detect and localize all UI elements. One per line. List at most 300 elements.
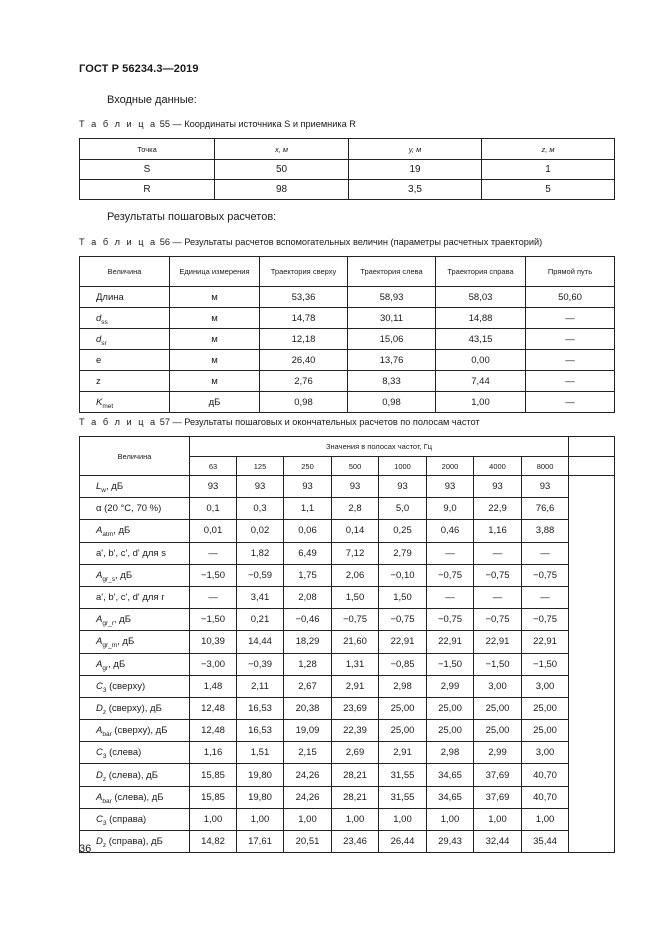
table-cell: 22,39 bbox=[332, 720, 379, 742]
table-cell: 93 bbox=[332, 476, 379, 498]
table-cell: — bbox=[474, 542, 522, 564]
table56-auxiliary bbox=[79, 256, 615, 413]
table-cell: — bbox=[526, 371, 615, 392]
table-cell: 0,14 bbox=[332, 520, 379, 542]
table55-body bbox=[80, 160, 615, 200]
table-cell: 0,02 bbox=[237, 520, 284, 542]
table-cell: −1,50 bbox=[474, 653, 522, 675]
symbol: d bbox=[96, 333, 102, 345]
table57-title: 57 — Результаты пошаговых и окончательных расчетов по полосам частот bbox=[157, 417, 480, 427]
table-cell: 31,55 bbox=[379, 786, 427, 808]
page-number: 36 bbox=[79, 843, 92, 855]
subscript: z bbox=[102, 708, 107, 716]
table-cell: м bbox=[170, 350, 260, 371]
table-row bbox=[80, 764, 615, 786]
table-cell: −1,50 bbox=[427, 653, 474, 675]
table-cell: 5,0 bbox=[379, 498, 427, 520]
table-cell: 13,76 bbox=[348, 350, 436, 371]
table-cell: 14,78 bbox=[260, 308, 348, 329]
subscript: gr bbox=[102, 664, 109, 672]
table-row bbox=[80, 831, 615, 853]
table-cell: м bbox=[170, 308, 260, 329]
table-cell: 0,3 bbox=[237, 498, 284, 520]
table-row bbox=[80, 542, 615, 564]
table-cell: 22,9 bbox=[474, 498, 522, 520]
table-cell: −3,00 bbox=[190, 653, 237, 675]
subscript: ss bbox=[101, 318, 108, 326]
table-cell: 1,00 bbox=[237, 808, 284, 830]
table-cell: 0,01 bbox=[190, 520, 237, 542]
table56-label: Т а б л и ц а bbox=[79, 237, 158, 247]
table-cell: 2,91 bbox=[379, 742, 427, 764]
table-cell: 58,93 bbox=[348, 287, 436, 308]
table-cell: — bbox=[526, 329, 615, 350]
table-cell: 19 bbox=[349, 160, 482, 180]
row-label bbox=[80, 329, 170, 350]
table-cell: 14,88 bbox=[436, 308, 526, 329]
table-cell: 30,11 bbox=[348, 308, 436, 329]
row-label bbox=[80, 564, 190, 586]
table-cell: 1,00 bbox=[190, 808, 237, 830]
input-data-heading: Входные данные: bbox=[107, 94, 197, 106]
table-cell: 16,53 bbox=[237, 697, 284, 719]
table-cell: 22,91 bbox=[474, 631, 522, 653]
subscript: 3 bbox=[102, 753, 107, 761]
row-label bbox=[80, 350, 170, 371]
table-row bbox=[80, 742, 615, 764]
symbol: a', b', c', d' для s bbox=[96, 547, 166, 559]
table-cell: 32,44 bbox=[474, 831, 522, 853]
table-cell: −0,75 bbox=[427, 564, 474, 586]
table-cell: 2,99 bbox=[474, 742, 522, 764]
table-cell: −1,50 bbox=[190, 609, 237, 631]
table-cell: — bbox=[522, 586, 569, 608]
freq-header: 125 bbox=[237, 457, 284, 476]
table-cell: 1 bbox=[482, 160, 615, 180]
subscript: z bbox=[102, 775, 107, 783]
label-suffix: (сверху), дБ bbox=[111, 725, 168, 737]
table-cell: 1,1 bbox=[284, 498, 332, 520]
table-cell: 93 bbox=[522, 476, 569, 498]
freq-header: 63 bbox=[190, 457, 237, 476]
table-cell: −1,50 bbox=[190, 564, 237, 586]
table-cell: м bbox=[170, 371, 260, 392]
table-cell: 2,91 bbox=[332, 675, 379, 697]
row-label bbox=[80, 786, 190, 808]
symbol: C bbox=[96, 813, 103, 825]
table-cell: 93 bbox=[474, 476, 522, 498]
label-text: Длина bbox=[96, 291, 124, 303]
table-cell: 10,39 bbox=[190, 631, 237, 653]
table-row bbox=[80, 498, 615, 520]
table-cell: 2,69 bbox=[332, 742, 379, 764]
table-row bbox=[80, 586, 615, 608]
table-cell: 2,08 bbox=[284, 586, 332, 608]
table-cell: — bbox=[526, 308, 615, 329]
freq-header: 4000 bbox=[474, 457, 522, 476]
table55-col-x bbox=[215, 139, 349, 160]
table-cell: — bbox=[526, 350, 615, 371]
table-cell: 23,69 bbox=[332, 697, 379, 719]
row-label bbox=[80, 287, 170, 308]
table57-caption bbox=[79, 417, 480, 427]
blank-cell bbox=[569, 542, 615, 564]
table-cell: — bbox=[190, 586, 237, 608]
table-cell: 25,00 bbox=[474, 697, 522, 719]
blank-cell bbox=[569, 742, 615, 764]
table-cell: 25,00 bbox=[522, 720, 569, 742]
table-row bbox=[80, 808, 615, 830]
table-cell: 53,36 bbox=[260, 287, 348, 308]
table-cell: 93 bbox=[284, 476, 332, 498]
table-cell: м bbox=[170, 329, 260, 350]
table-cell: 25,00 bbox=[474, 720, 522, 742]
table-cell: 1,75 bbox=[284, 564, 332, 586]
table-cell: 8,33 bbox=[348, 371, 436, 392]
symbol: A bbox=[96, 614, 103, 626]
table-cell: 98 bbox=[215, 180, 349, 200]
table56-col-unit: Единица измерения bbox=[170, 257, 260, 287]
table-cell: 25,00 bbox=[427, 720, 474, 742]
table-cell: 1,48 bbox=[190, 675, 237, 697]
label-suffix: , дБ bbox=[106, 481, 124, 493]
table55-col-x-label: x, м bbox=[274, 144, 289, 154]
table57-col-quantity: Величина bbox=[80, 437, 190, 476]
table-cell: 50,60 bbox=[526, 287, 615, 308]
row-label bbox=[80, 831, 190, 853]
table56-col-left: Траектория слева bbox=[348, 257, 436, 287]
label-suffix: (справа) bbox=[106, 813, 147, 825]
table56-body bbox=[80, 287, 615, 413]
label-suffix: (слева), дБ bbox=[111, 791, 164, 803]
freq-header: 2000 bbox=[427, 457, 474, 476]
table-cell: 3,00 bbox=[522, 742, 569, 764]
symbol: C bbox=[96, 747, 103, 759]
table-cell: 58,03 bbox=[436, 287, 526, 308]
table-row bbox=[80, 392, 615, 413]
table55-title: 55 — Координаты источника S и приемника R bbox=[157, 119, 356, 129]
table-cell: −0,10 bbox=[379, 564, 427, 586]
table-cell: 3,00 bbox=[474, 675, 522, 697]
table55-label: Т а б л и ц а bbox=[79, 119, 158, 129]
blank-cell bbox=[569, 631, 615, 653]
table-cell: 0,00 bbox=[436, 350, 526, 371]
blank-cell bbox=[569, 498, 615, 520]
label-suffix: , дБ bbox=[117, 636, 135, 648]
subscript: met bbox=[102, 402, 114, 410]
blank-cell bbox=[569, 831, 615, 853]
subscript: gr_s bbox=[102, 575, 115, 583]
table-cell: 2,99 bbox=[427, 675, 474, 697]
table-cell: 0,98 bbox=[260, 392, 348, 413]
table-cell: 7,12 bbox=[332, 542, 379, 564]
symbol: C bbox=[96, 680, 103, 692]
table-cell: 25,00 bbox=[379, 697, 427, 719]
table-cell: −0,75 bbox=[427, 609, 474, 631]
table55-caption bbox=[79, 119, 356, 129]
table55-col-y bbox=[349, 139, 482, 160]
blank-cell bbox=[569, 520, 615, 542]
blank-cell bbox=[569, 586, 615, 608]
table-cell: 1,16 bbox=[474, 520, 522, 542]
table-cell: 93 bbox=[427, 476, 474, 498]
table-cell: 93 bbox=[237, 476, 284, 498]
table-cell: 24,26 bbox=[284, 764, 332, 786]
table-cell: 0,25 bbox=[379, 520, 427, 542]
table-cell: 1,28 bbox=[284, 653, 332, 675]
blank-cell bbox=[569, 808, 615, 830]
table-cell: −0,75 bbox=[379, 609, 427, 631]
table-cell: 3,41 bbox=[237, 586, 284, 608]
table-cell: 31,55 bbox=[379, 764, 427, 786]
row-label bbox=[80, 392, 170, 413]
label-suffix: (сверху), дБ bbox=[106, 702, 162, 714]
table-cell: 25,00 bbox=[522, 697, 569, 719]
row-label bbox=[80, 609, 190, 631]
table-row bbox=[80, 564, 615, 586]
label-suffix: , дБ bbox=[115, 569, 133, 581]
freq-header: 500 bbox=[332, 457, 379, 476]
freq-header: 250 bbox=[284, 457, 332, 476]
table-cell: — bbox=[522, 542, 569, 564]
symbol: D bbox=[96, 836, 103, 848]
table-cell: 2,79 bbox=[379, 542, 427, 564]
table-cell: S bbox=[80, 160, 215, 180]
label-suffix: α (20 °C, 70 %) bbox=[96, 503, 162, 515]
table-row bbox=[80, 287, 615, 308]
table-cell: 2,98 bbox=[379, 675, 427, 697]
label-suffix: , дБ bbox=[108, 658, 126, 670]
table-cell: 37,69 bbox=[474, 786, 522, 808]
blank-cell bbox=[569, 564, 615, 586]
subscript: sr bbox=[101, 339, 107, 347]
table-cell: 1,00 bbox=[474, 808, 522, 830]
symbol: D bbox=[96, 769, 103, 781]
table-cell: 50 bbox=[215, 160, 349, 180]
table-cell: 40,70 bbox=[522, 786, 569, 808]
label-suffix: , дБ bbox=[113, 614, 131, 626]
row-label bbox=[80, 476, 190, 498]
table57-extra-header bbox=[569, 437, 615, 457]
table-cell: 3,5 bbox=[349, 180, 482, 200]
symbol: A bbox=[96, 525, 103, 537]
table-cell: — bbox=[427, 586, 474, 608]
table-cell: 1,00 bbox=[284, 808, 332, 830]
table-cell: 1,00 bbox=[332, 808, 379, 830]
symbol: K bbox=[96, 396, 103, 408]
table-cell: 24,26 bbox=[284, 786, 332, 808]
table-cell: 14,82 bbox=[190, 831, 237, 853]
label-suffix: (сверху) bbox=[106, 680, 146, 692]
table-cell: дБ bbox=[170, 392, 260, 413]
table-cell: 19,80 bbox=[237, 786, 284, 808]
table55-coordinates bbox=[79, 138, 615, 200]
label-suffix: (слева), дБ bbox=[106, 769, 158, 781]
table-cell: 2,76 bbox=[260, 371, 348, 392]
table55-col-point: Точка bbox=[80, 139, 215, 160]
table-cell: −0,75 bbox=[332, 609, 379, 631]
table56-col-top: Траектория сверху bbox=[260, 257, 348, 287]
table-cell: 5 bbox=[482, 180, 615, 200]
blank-cell bbox=[569, 786, 615, 808]
table-cell: 2,8 bbox=[332, 498, 379, 520]
table-row bbox=[80, 653, 615, 675]
table-cell: 15,85 bbox=[190, 786, 237, 808]
table-cell: 7,44 bbox=[436, 371, 526, 392]
freq-header: 8000 bbox=[522, 457, 569, 476]
row-label bbox=[80, 675, 190, 697]
table-cell: 1,31 bbox=[332, 653, 379, 675]
table-cell: 22,91 bbox=[522, 631, 569, 653]
row-label bbox=[80, 631, 190, 653]
table-cell: 6,49 bbox=[284, 542, 332, 564]
table57-body bbox=[80, 476, 615, 853]
table-cell: 1,16 bbox=[190, 742, 237, 764]
table-cell: — bbox=[526, 392, 615, 413]
row-label bbox=[80, 764, 190, 786]
subscript: gr_m bbox=[102, 642, 118, 650]
label-suffix: , дБ bbox=[113, 525, 131, 537]
table55-col-z-label: z, м bbox=[541, 144, 555, 154]
symbol: L bbox=[96, 481, 102, 493]
subscript: atm bbox=[102, 531, 114, 539]
subscript: 3 bbox=[102, 819, 107, 827]
results-heading: Результаты пошаговых расчетов: bbox=[107, 211, 277, 223]
table55-col-z bbox=[482, 139, 615, 160]
table-row bbox=[80, 308, 615, 329]
table-row bbox=[80, 371, 615, 392]
table-cell: 1,00 bbox=[436, 392, 526, 413]
symbol: A bbox=[96, 791, 103, 803]
table-row bbox=[80, 720, 615, 742]
symbol: D bbox=[96, 702, 103, 714]
table-cell: 23,46 bbox=[332, 831, 379, 853]
table-cell: 34,65 bbox=[427, 786, 474, 808]
table-cell: 0,46 bbox=[427, 520, 474, 542]
table56-header-row bbox=[80, 257, 615, 287]
blank-cell bbox=[569, 697, 615, 719]
table-cell: 2,15 bbox=[284, 742, 332, 764]
table-cell: 12,18 bbox=[260, 329, 348, 350]
table-cell: 25,00 bbox=[379, 720, 427, 742]
table-cell: 0,98 bbox=[348, 392, 436, 413]
table-cell: — bbox=[190, 542, 237, 564]
table57-label: Т а б л и ц а bbox=[79, 417, 158, 427]
table55-col-y-label: y, м bbox=[408, 144, 422, 154]
table-cell: 37,69 bbox=[474, 764, 522, 786]
blank-cell bbox=[569, 675, 615, 697]
symbol: A bbox=[96, 569, 103, 581]
table-row bbox=[80, 476, 615, 498]
table-row bbox=[80, 180, 615, 200]
table56-col-direct: Прямой путь bbox=[526, 257, 615, 287]
table-cell: 22,91 bbox=[427, 631, 474, 653]
table-cell: 76,6 bbox=[522, 498, 569, 520]
table-cell: −0,85 bbox=[379, 653, 427, 675]
table57-frequency-bands bbox=[79, 436, 615, 853]
table-cell: 1,00 bbox=[427, 808, 474, 830]
standard-header: ГОСТ Р 56234.3—2019 bbox=[79, 63, 199, 75]
table-cell: 1,00 bbox=[379, 808, 427, 830]
table-cell: 93 bbox=[190, 476, 237, 498]
table-cell: 20,51 bbox=[284, 831, 332, 853]
freq-header: 1000 bbox=[379, 457, 427, 476]
table-cell: 12,48 bbox=[190, 697, 237, 719]
table-cell: 1,50 bbox=[379, 586, 427, 608]
table-cell: 16,53 bbox=[237, 720, 284, 742]
table-row bbox=[80, 520, 615, 542]
symbol: a', b', c', d' для r bbox=[96, 592, 165, 604]
table-cell: 19,09 bbox=[284, 720, 332, 742]
table-cell: −0,39 bbox=[237, 653, 284, 675]
table-cell: 22,91 bbox=[379, 631, 427, 653]
table-cell: 20,38 bbox=[284, 697, 332, 719]
table-cell: −0,75 bbox=[474, 609, 522, 631]
table-cell: 21,60 bbox=[332, 631, 379, 653]
symbol: A bbox=[96, 725, 103, 737]
table-cell: 29,43 bbox=[427, 831, 474, 853]
table-cell: 18,29 bbox=[284, 631, 332, 653]
table-cell: — bbox=[474, 586, 522, 608]
table-cell: 19,80 bbox=[237, 764, 284, 786]
subscript: 3 bbox=[102, 686, 107, 694]
table-cell: 0,06 bbox=[284, 520, 332, 542]
blank-cell bbox=[569, 764, 615, 786]
table-cell: −0,75 bbox=[522, 609, 569, 631]
table57-group-header: Значения в полосах частот, Гц bbox=[190, 437, 569, 457]
table-row bbox=[80, 329, 615, 350]
table-cell: — bbox=[427, 542, 474, 564]
table-cell: −0,75 bbox=[474, 564, 522, 586]
row-label bbox=[80, 653, 190, 675]
table-row bbox=[80, 350, 615, 371]
table-cell: 1,82 bbox=[237, 542, 284, 564]
table-cell: 9,0 bbox=[427, 498, 474, 520]
table-cell: 25,00 bbox=[427, 697, 474, 719]
table56-col-right: Траектория справа bbox=[436, 257, 526, 287]
row-label bbox=[80, 520, 190, 542]
label-suffix: (слева) bbox=[106, 747, 142, 759]
table-cell: −1,50 bbox=[522, 653, 569, 675]
table-cell: −0,46 bbox=[284, 609, 332, 631]
symbol: d bbox=[96, 312, 102, 324]
label-text: z bbox=[96, 375, 101, 387]
table-cell: 12,48 bbox=[190, 720, 237, 742]
table-row bbox=[80, 786, 615, 808]
row-label bbox=[80, 697, 190, 719]
table-cell: 28,21 bbox=[332, 764, 379, 786]
table-cell: R bbox=[80, 180, 215, 200]
table56-caption bbox=[79, 237, 542, 247]
table-cell: −0,75 bbox=[522, 564, 569, 586]
table56-title: 56 — Результаты расчетов вспомогательных величин (параметры расчетных траекторий) bbox=[157, 237, 543, 247]
row-label bbox=[80, 371, 170, 392]
table-cell: −0,59 bbox=[237, 564, 284, 586]
table-row bbox=[80, 609, 615, 631]
symbol: A bbox=[96, 658, 103, 670]
table-cell: 26,40 bbox=[260, 350, 348, 371]
subscript: bar bbox=[102, 797, 112, 805]
table-cell: 34,65 bbox=[427, 764, 474, 786]
table-row bbox=[80, 675, 615, 697]
row-label bbox=[80, 586, 190, 608]
table-cell: 40,70 bbox=[522, 764, 569, 786]
blank-cell bbox=[569, 609, 615, 631]
label-suffix: (справа), дБ bbox=[106, 836, 163, 848]
table-row bbox=[80, 697, 615, 719]
table55-header-row bbox=[80, 139, 615, 160]
table-cell: м bbox=[170, 287, 260, 308]
